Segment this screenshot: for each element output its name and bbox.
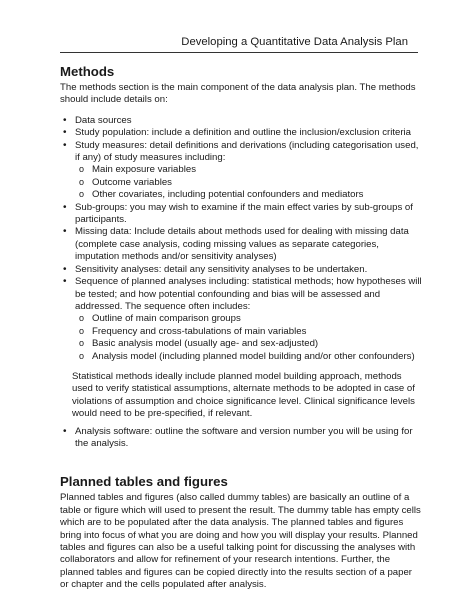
list-item (79, 326, 422, 338)
list-item (79, 189, 422, 201)
list-item (79, 177, 422, 189)
section-spacer (60, 450, 422, 474)
bullet-text: Study population: include a definition and outline the inclusion/exclusion criteria (75, 127, 411, 139)
list-item (60, 115, 422, 127)
list-item (60, 127, 422, 139)
bullet-text: Missing data: Include details about methods used for dealing with missing data (complete case analysis, coding missing values as separate categories, imputation methods and/or sensitivity analyses) (75, 226, 409, 263)
sequence-sub-list (79, 313, 422, 363)
list-item (79, 313, 422, 325)
list-item (60, 140, 422, 202)
header-divider (60, 52, 418, 53)
measures-sub-list (79, 164, 422, 201)
bullet-text: Sensitivity analyses: detail any sensitivity analyses to be undertaken. (75, 263, 368, 275)
sub-bullet-text: Main exposure variables (92, 164, 196, 176)
bullet-text: Study measures: detail definitions and derivations (including categorisation used, if any) of study measures including: (75, 139, 419, 164)
bullet-text: Analysis software: outline the software and version number you will be using for the analysis. (75, 425, 413, 449)
list-item (60, 264, 422, 276)
bullet-text: Data sources (75, 114, 132, 126)
sub-bullet-text: Frequency and cross-tabulations of main variables (92, 325, 307, 337)
bullet-text: Sub-groups: you may wish to examine if the main effect varies by sub-groups of participants. (75, 201, 413, 226)
sub-bullet-text: Outline of main comparison groups (92, 313, 241, 325)
methods-heading: Methods (60, 64, 115, 79)
sub-bullet-text: Basic analysis model (usually age- and sex-adjusted) (92, 338, 319, 350)
document-body (60, 64, 422, 592)
list-item (60, 202, 422, 227)
list-item (79, 338, 422, 350)
sub-bullet-text: Analysis model (including planned model building and/or other confounders) (92, 350, 415, 362)
statistical-methods-paragraph: Statistical methods ideally include planned model building approach, methods used to verify statistical assumptions, alternate methods to be adopted in case of violations of assumption and choice significance level. Clinical significance levels would need to be pre-specified, if relevant. (72, 370, 415, 420)
methods-bullet-list (60, 115, 422, 363)
tables-heading: Planned tables and figures (60, 474, 228, 490)
list-item (60, 226, 422, 263)
tables-paragraph: Planned tables and figures (also called dummy tables) are basically an outline of a table or figure which will used to present the result. The dummy table has empty cells which are to be populated after the data analysis. The planned tables and figures bring into focus of what you are doing and how you will display your results. Planned tables and figures can also be a useful talking point for discussing the analyses with collaborators and allow for refinement of your research intentions. Further, the planned tables and figures can be copied directly into the results section of a paper or chapter and the cells populated after analysis. (60, 492, 421, 591)
list-item (79, 351, 422, 363)
software-bullet-list (60, 426, 422, 451)
list-item (60, 426, 422, 451)
methods-intro: The methods section is the main component of the data analysis plan. The methods should include details on: (60, 82, 416, 106)
bullet-text: Sequence of planned analyses including: statistical methods; how hypotheses will be tested; and how potential confounding and bias will be assessed and addressed. The sequence often includes: (75, 276, 422, 312)
sub-bullet-text: Outcome variables (92, 176, 172, 188)
page-header-title: Developing a Quantitative Data Analysis Plan (181, 36, 408, 48)
list-item (79, 164, 422, 176)
list-item (60, 276, 422, 363)
sub-bullet-text: Other covariates, including potential confounders and mediators (92, 189, 364, 201)
